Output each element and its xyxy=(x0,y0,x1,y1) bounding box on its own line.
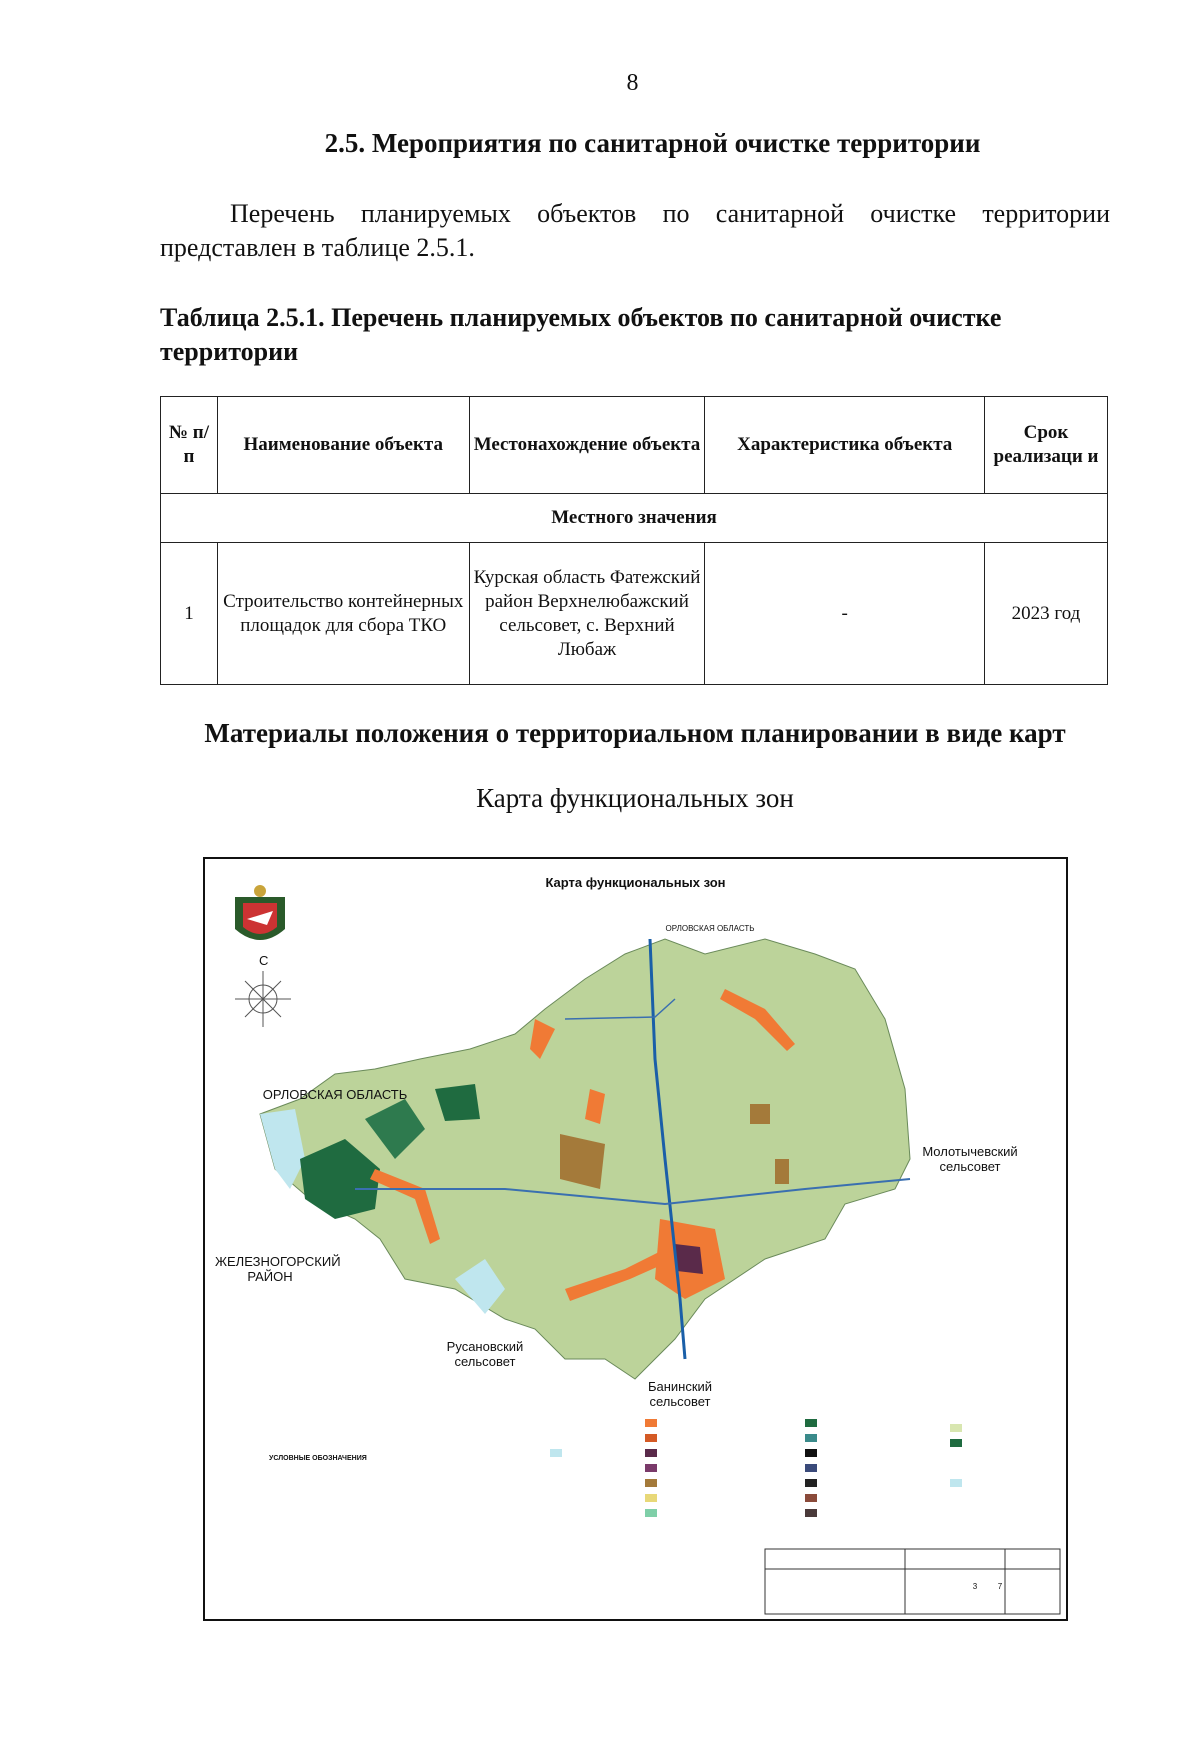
cell-num: 1 xyxy=(161,543,218,685)
header-term: Срок реализаци и xyxy=(985,397,1108,494)
functional-zones-map xyxy=(203,857,1068,1621)
map-subtitle: Карта функциональных зон xyxy=(476,783,794,813)
objects-table xyxy=(160,396,1108,685)
header-characteristic: Характеристика объекта xyxy=(705,397,985,494)
intro-paragraph: Перечень планируемых объектов по санитарной очистке территории представлен в таблице 2.5.1. xyxy=(160,199,1110,262)
table-group-row xyxy=(161,494,1108,543)
industrial-site xyxy=(750,1104,770,1124)
section-title: 2.5. Мероприятия по санитарной очистке территории xyxy=(324,128,981,158)
title-block xyxy=(765,1549,1060,1614)
map-legend xyxy=(550,1419,962,1517)
header-location: Местонахождение объекта xyxy=(469,397,705,494)
table-caption: Таблица 2.5.1. Перечень планируемых объектов по санитарной очистке территории xyxy=(160,303,1002,366)
map-inner-title: Карта функциональных зон xyxy=(545,875,726,890)
group-label: Местного значения xyxy=(161,494,1108,543)
sheet-total: 7 xyxy=(997,1582,1003,1591)
label-north-region: ОРЛОВСКАЯ ОБЛАСТЬ xyxy=(665,924,755,933)
coat-of-arms-icon xyxy=(235,885,285,940)
legend-title: УСЛОВНЫЕ ОБОЗНАЧЕНИЯ xyxy=(269,1455,367,1462)
compass-icon xyxy=(235,971,291,1027)
page-number: 8 xyxy=(626,70,639,96)
cell-name: Строительство контейнерных площадок для сбора ТКО xyxy=(217,543,469,685)
cell-location: Курская область Фатежский район Верхнелюбажский сельсовет, с. Верхний Любаж xyxy=(469,543,705,685)
label-southwest-council: Русановский сельсовет xyxy=(446,1339,524,1369)
label-west-district: ЖЕЛЕЗНОГОРСКИЙ РАЙОН xyxy=(215,1254,341,1284)
sheet-number: 3 xyxy=(972,1582,978,1591)
public-center xyxy=(675,1244,703,1274)
map-graphic xyxy=(205,859,1066,1619)
cell-term: 2023 год xyxy=(985,543,1108,685)
table-header-row xyxy=(161,397,1108,494)
header-num: № п/п xyxy=(161,397,218,494)
label-northwest-region: ОРЛОВСКАЯ ОБЛАСТЬ xyxy=(262,1087,408,1102)
compass-north-letter: С xyxy=(259,953,269,968)
table-row xyxy=(161,543,1108,685)
industrial-site-2 xyxy=(775,1159,789,1184)
cell-characteristic: - xyxy=(705,543,985,685)
label-east-council: Молотычевский сельсовет xyxy=(922,1144,1018,1174)
header-name: Наименование объекта xyxy=(217,397,469,494)
maps-heading: Материалы положения о территориальном планировании в виде карт xyxy=(204,718,1066,748)
label-south-council: Банинский сельсовет xyxy=(647,1379,713,1409)
